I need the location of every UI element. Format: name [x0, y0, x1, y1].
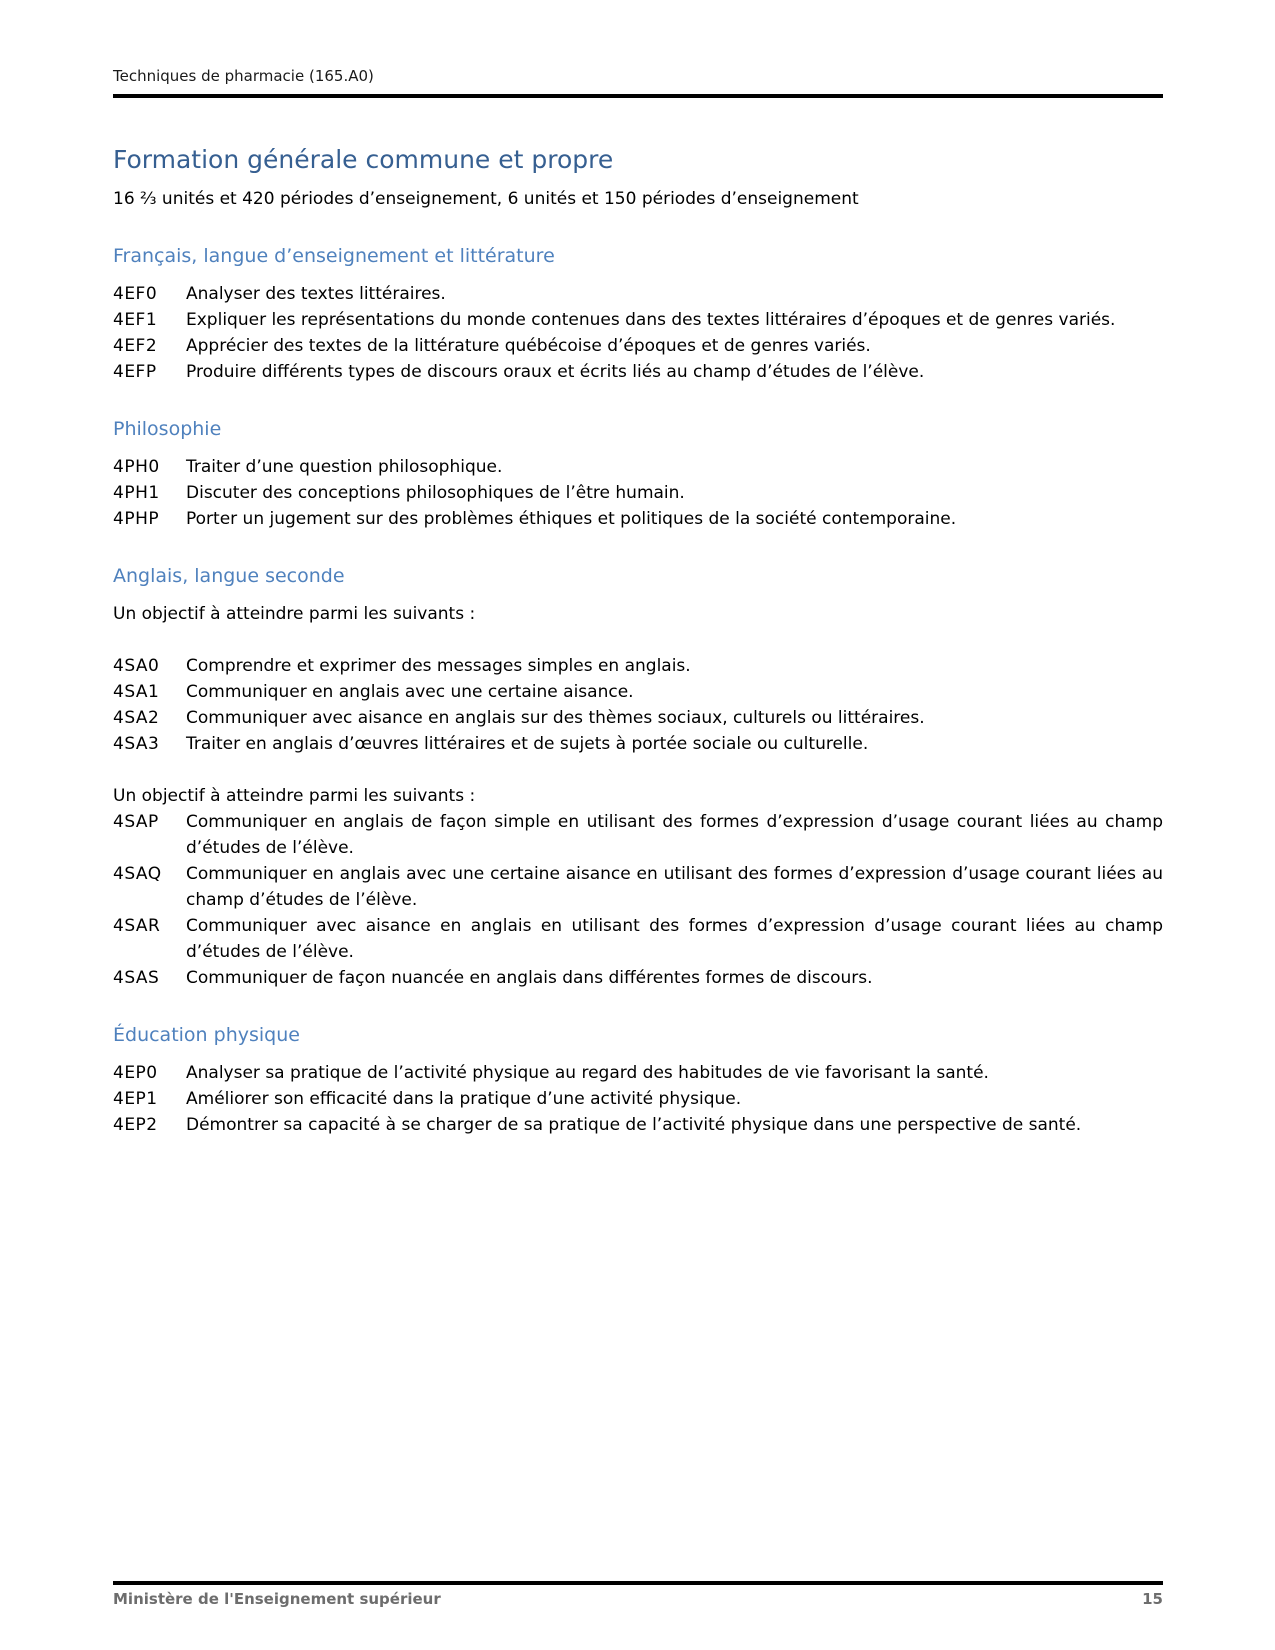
objective-item — [113, 454, 1163, 480]
objective-item — [113, 965, 1163, 991]
objective-item — [113, 679, 1163, 705]
objective-code: 4PHP — [113, 509, 160, 529]
objective-code: 4PH0 — [113, 457, 160, 477]
objective-text: Porter un jugement sur des problèmes éthiques et politiques de la société contemporaine. — [186, 509, 957, 529]
objective-text: Traiter d’une question philosophique. — [186, 457, 503, 477]
objective-text: Traiter en anglais d’œuvres littéraires et de sujets à portée sociale ou culturelle. — [186, 734, 869, 754]
objective-text: Apprécier des textes de la littérature québécoise d’époques et de genres variés. — [186, 336, 871, 356]
objective-item — [113, 809, 1163, 861]
objective-code: 4EF0 — [113, 284, 158, 304]
objective-code: 4SA3 — [113, 734, 160, 754]
section-heading: Français, langue d’enseignement et littérature — [113, 245, 555, 267]
section-heading: Anglais, langue seconde — [113, 565, 345, 587]
objective-item — [113, 480, 1163, 506]
objective-item — [113, 705, 1163, 731]
section-heading: Philosophie — [113, 418, 222, 440]
objective-code: 4SAQ — [113, 864, 162, 884]
objective-text: Communiquer de façon nuancée en anglais dans différentes formes de discours. — [186, 968, 873, 988]
objective-code: 4EF2 — [113, 336, 158, 356]
objective-item — [113, 506, 1163, 532]
page-subtitle: 16 ⅔ unités et 420 périodes d’enseignement, 6 unités et 150 périodes d’enseignement — [113, 189, 859, 209]
objective-code: 4SA2 — [113, 708, 160, 728]
footer-rule — [113, 1581, 1163, 1585]
footer-page-number: 15 — [1142, 1590, 1163, 1608]
objective-group — [113, 783, 1163, 991]
objective-item — [113, 861, 1163, 913]
objective-text: Communiquer avec aisance en anglais sur des thèmes sociaux, culturels ou littéraires. — [186, 708, 925, 728]
objective-code: 4EF1 — [113, 310, 158, 330]
objective-group — [113, 601, 1163, 757]
running-header-title: Techniques de pharmacie (165.A0) — [113, 67, 374, 85]
objective-group — [113, 281, 1163, 385]
objective-code: 4PH1 — [113, 483, 160, 503]
objective-item — [113, 1112, 1163, 1138]
page-footer — [113, 1581, 1163, 1609]
section-anglais — [113, 564, 1163, 991]
objective-text: Analyser des textes littéraires. — [186, 284, 446, 304]
section-education-physique — [113, 1023, 1163, 1138]
objective-text: Améliorer son efficacité dans la pratique d’une activité physique. — [186, 1089, 742, 1109]
objective-text: Communiquer en anglais avec une certaine aisance en utilisant des formes d’expression d’usage courant liées au champ d’études de l’élève. — [186, 864, 1163, 910]
objective-code: 4EP0 — [113, 1063, 158, 1083]
objective-item — [113, 281, 1163, 307]
objective-item — [113, 731, 1163, 757]
objective-group — [113, 1060, 1163, 1138]
page-header — [113, 0, 1163, 98]
objective-code: 4SAP — [113, 812, 159, 832]
objective-code: 4SA1 — [113, 682, 160, 702]
objective-text: Analyser sa pratique de l’activité physique au regard des habitudes de vie favorisant la santé. — [186, 1063, 989, 1083]
header-rule — [113, 94, 1163, 98]
objective-text: Communiquer avec aisance en anglais en utilisant des formes d’expression d’usage courant liées au champ d’études de l’élève. — [186, 916, 1163, 962]
objective-text: Comprendre et exprimer des messages simples en anglais. — [186, 656, 691, 676]
objective-code: 4SA0 — [113, 656, 160, 676]
objective-text: Communiquer en anglais avec une certaine aisance. — [186, 682, 634, 702]
objective-code: 4EP1 — [113, 1089, 158, 1109]
objective-item — [113, 333, 1163, 359]
objective-group — [113, 454, 1163, 532]
objective-item — [113, 913, 1163, 965]
objective-code: 4EFP — [113, 362, 157, 382]
footer-row — [113, 1589, 1163, 1609]
footer-ministry: Ministère de l'Enseignement supérieur — [113, 1590, 441, 1608]
objective-text: Expliquer les représentations du monde contenues dans des textes littéraires d’époques et de genres variés. — [186, 310, 1116, 330]
page-title: Formation générale commune et propre — [113, 145, 614, 174]
section-philosophie — [113, 417, 1163, 532]
objective-code: 4SAR — [113, 916, 161, 936]
objective-item — [113, 307, 1163, 333]
objective-item — [113, 653, 1163, 679]
objective-text: Démontrer sa capacité à se charger de sa pratique de l’activité physique dans une perspective de santé. — [186, 1115, 1082, 1135]
objective-text: Produire différents types de discours oraux et écrits liés au champ d’études de l’élève. — [186, 362, 925, 382]
document-body — [113, 144, 1163, 1138]
objective-code: 4SAS — [113, 968, 160, 988]
objective-text: Discuter des conceptions philosophiques de l’être humain. — [186, 483, 685, 503]
objectives-intro: Un objectif à atteindre parmi les suivants : — [113, 604, 476, 624]
objective-code: 4EP2 — [113, 1115, 158, 1135]
objectives-intro: Un objectif à atteindre parmi les suivants : — [113, 786, 476, 806]
objective-item — [113, 1060, 1163, 1086]
objective-item — [113, 359, 1163, 385]
section-heading: Éducation physique — [113, 1024, 300, 1046]
section-francais — [113, 244, 1163, 385]
objective-text: Communiquer en anglais de façon simple en utilisant des formes d’expression d’usage courant liées au champ d’études de l’élève. — [186, 812, 1163, 858]
objective-item — [113, 1086, 1163, 1112]
